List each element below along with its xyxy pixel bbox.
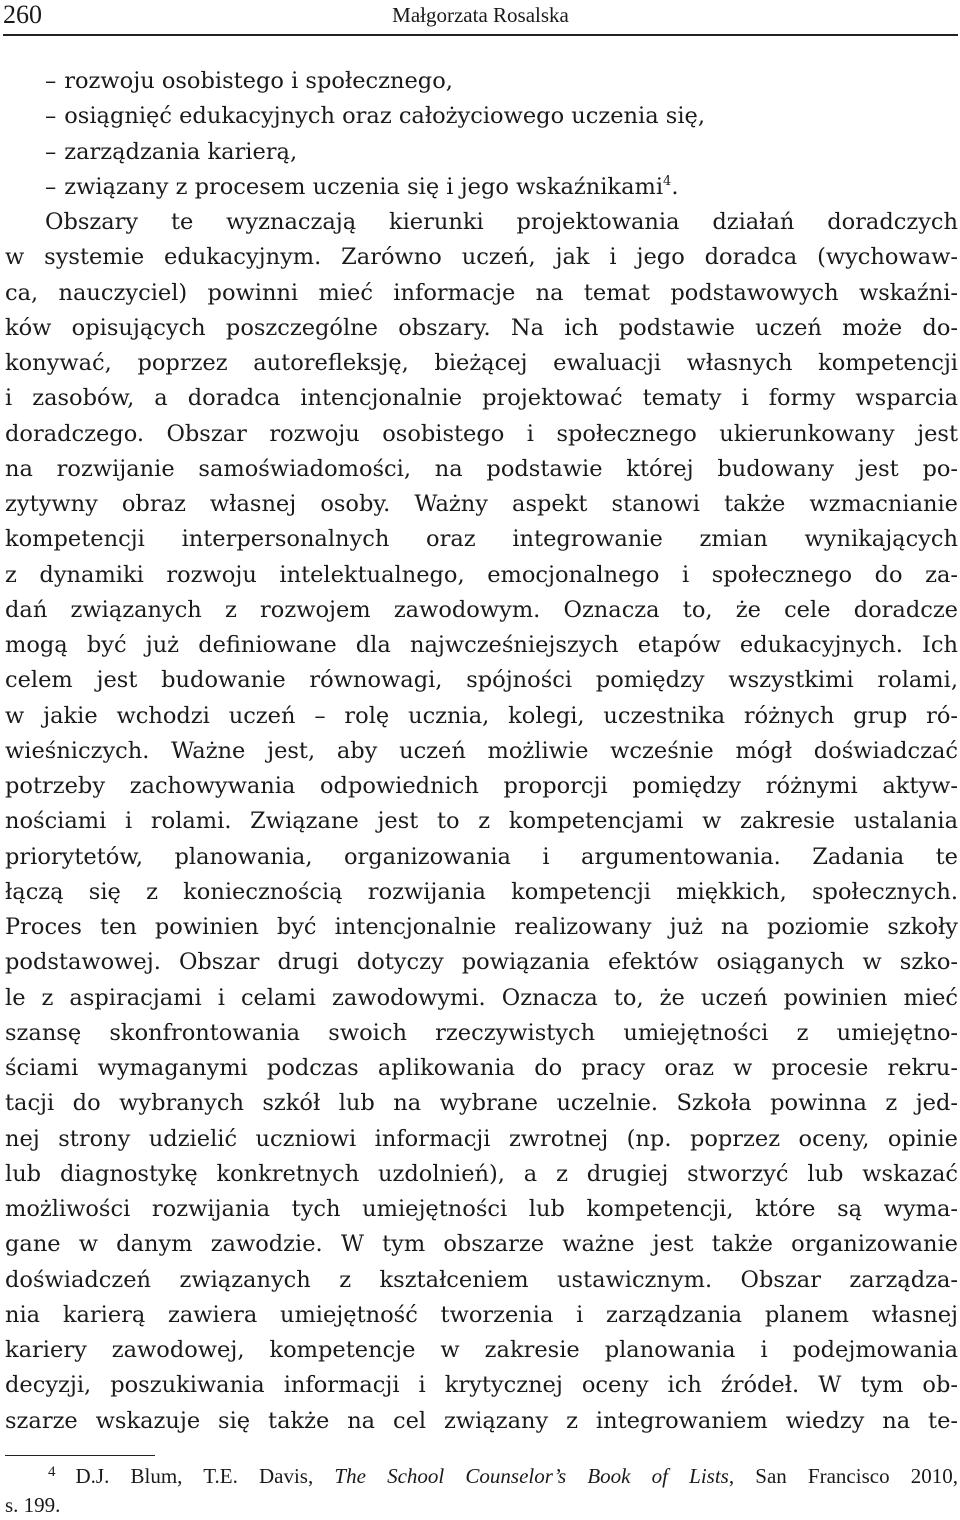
text-line: kariery zawodowej, kompetencje w zakresie planowania i podejmowania	[5, 1337, 958, 1363]
footnote-divider	[5, 1455, 155, 1456]
dash-marker: –	[45, 68, 57, 94]
text-line: konywać, poprzez autorefleksję, bieżącej ewaluacji własnych kompetencji	[5, 350, 958, 376]
text-line: zytywny obraz własnej osoby. Ważny aspekt stanowi także wzmacnianie	[5, 491, 958, 517]
list-item-text: osiągnięć edukacyjnych oraz całożyciowego uczenia się,	[64, 103, 705, 130]
text-line: lub diagnostykę konkretnych uzdolnień), a z drugiej stworzyć lub wskazać	[5, 1160, 958, 1187]
text-line: nościami i rolami. Związane jest to z kompetencjami w zakresie ustalania	[5, 808, 958, 835]
text-line: ściami wymaganymi podczas aplikowania do pracy oraz w procesie rekru-	[5, 1055, 958, 1081]
body-text	[5, 64, 958, 1439]
text-line: kompetencji interpersonalnych oraz integrowanie zmian wynikających	[5, 526, 958, 553]
text-line: podstawowej. Obszar drugi dotyczy powiązania efektów osiąganych w szko-	[5, 949, 958, 976]
text-line: priorytetów, planowania, organizowania i argumentowania. Zadania te	[5, 843, 958, 870]
text-line: le z aspiracjami i celami zawodowymi. Oznacza to, że uczeń powinien mieć	[5, 984, 958, 1011]
list-item-end: .	[671, 173, 679, 200]
text-line: tacji do wybranych szkół lub na wybrane uczelnie. Szkoła powinna z jed-	[5, 1090, 958, 1117]
list-item	[5, 170, 958, 205]
text-line: i zasobów, a doradca intencjonalnie projektować tematy i formy wsparcia	[5, 385, 958, 412]
text-line: decyzji, poszukiwania informacji i krytycznej oceny ich źródeł. W tym ob-	[5, 1372, 958, 1399]
text-line: Obszary te wyznaczają kierunki projektowania działań doradczych	[45, 209, 958, 235]
text-line: łączą się z koniecznością rozwijania kompetencji miękkich, społecznych.	[5, 878, 958, 905]
bullet-list	[5, 64, 958, 205]
text-line: na rozwijanie samoświadomości, na podstawie której budowany jest po-	[5, 455, 958, 482]
text-line: w systemie edukacyjnym. Zarówno uczeń, jak i jego doradca (wychowaw-	[5, 244, 958, 271]
text-line: ków opisujących poszczególne obszary. Na ich podstawie uczeń może do-	[5, 314, 958, 341]
footnote-line	[5, 1462, 958, 1491]
text-line: mogą być już definiowane dla najwcześniejszych etapów edukacyjnych. Ich	[5, 632, 958, 658]
footnote-number: 4	[48, 1464, 56, 1480]
footnote-publisher: , San Francisco 2010,	[728, 1464, 958, 1488]
page-header	[3, 0, 958, 36]
dash-marker: –	[45, 103, 57, 130]
text-line: wieśniczych. Ważne jest, aby uczeń możliwie wcześnie mógł doświadczać	[5, 737, 958, 764]
text-line: możliwości rozwijania tych umiejętności lub kompetencji, które są wyma-	[5, 1196, 958, 1222]
list-item-text: zarządzania karierą,	[64, 138, 298, 165]
paragraph	[5, 205, 958, 1439]
footnote-authors: D.J. Blum, T.E. Davis,	[75, 1464, 335, 1488]
text-line: nia karierą zawiera umiejętność tworzenia i zarządzania planem własnej	[5, 1301, 958, 1328]
text-line: szansę skonfrontowania swoich rzeczywistych umiejętności z umiejętno-	[5, 1019, 958, 1046]
text-line: gane w danym zawodzie. W tym obszarze ważne jest także organizowanie	[5, 1231, 958, 1258]
text-line: doradczego. Obszar rozwoju osobistego i społecznego ukierunkowany jest	[5, 420, 958, 447]
list-item-text: związany z procesem uczenia się i jego wskaźnikami	[64, 173, 664, 200]
page-number: 260	[3, 0, 42, 29]
list-item	[5, 99, 958, 134]
list-item-text: rozwoju osobistego i społecznego,	[64, 68, 453, 94]
footnote	[5, 1462, 958, 1520]
text-line: doświadczeń związanych z kształceniem ustawicznym. Obszar zarządza-	[5, 1266, 958, 1293]
text-line: ca, nauczyciel) powinni mieć informacje na temat podstawowych wskaźni-	[5, 279, 958, 306]
text-line: celem jest budowanie równowagi, spójności pomiędzy wszystkimi rolami,	[5, 667, 958, 694]
text-line: szarze wskazuje się także na cel związany z integrowaniem wiedzy na te-	[5, 1407, 958, 1434]
text-line: w jakie wchodzi uczeń – rolę ucznia, kolegi, uczestnika różnych grup ró-	[5, 702, 958, 729]
text-line: nej strony udzielić uczniowi informacji zwrotnej (np. poprzez oceny, opinie	[5, 1125, 958, 1152]
dash-marker: –	[45, 173, 57, 200]
running-head-author: Małgorzata Rosalska	[392, 3, 569, 27]
footnote-pages: s. 199.	[5, 1493, 61, 1517]
text-line: Proces ten powinien być intencjonalnie realizowany już na poziomie szkoły	[5, 914, 958, 940]
footnote-book-title: The School Counselor’s Book of Lists	[334, 1464, 729, 1488]
text-line: dań związanych z rozwojem zawodowym. Oznacza to, że cele doradcze	[5, 596, 958, 623]
text-line: potrzeby zachowywania odpowiednich proporcji pomiędzy różnymi aktyw-	[5, 773, 958, 799]
list-item	[5, 64, 958, 99]
footnote-reference: 4	[663, 173, 672, 189]
dash-marker: –	[45, 138, 57, 165]
list-item	[5, 135, 958, 170]
text-line: z dynamiki rozwoju intelektualnego, emocjonalnego i społecznego do za-	[5, 561, 958, 588]
